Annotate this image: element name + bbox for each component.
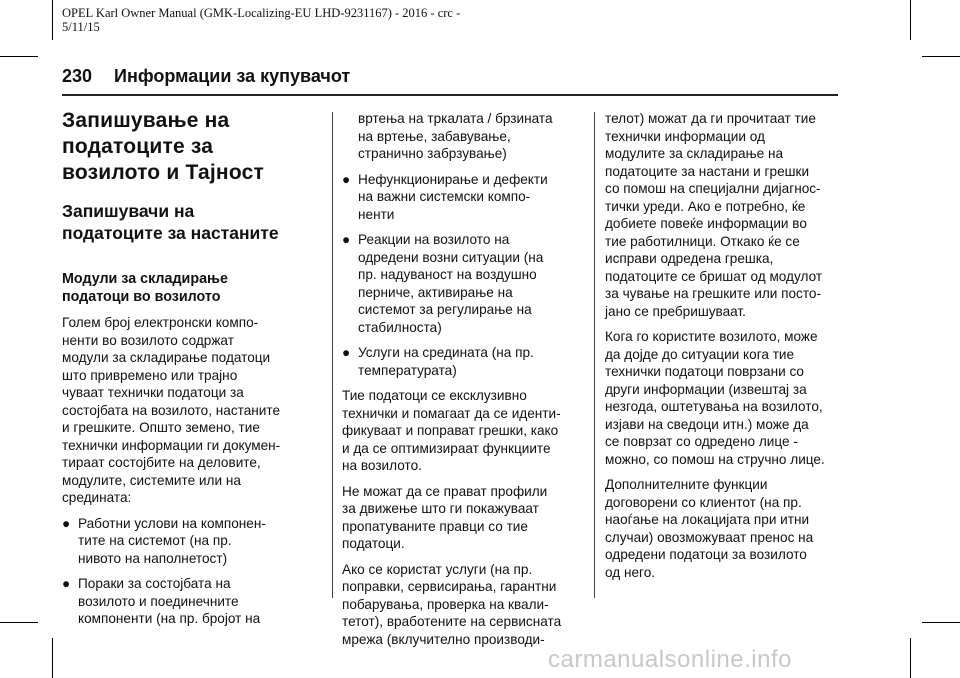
paragraph: Не можат да се прават профили за движење што ги покажуваат пропатуваните правци со тие податоци. xyxy=(342,483,548,551)
heading-line: Запишување на xyxy=(62,109,230,132)
column-3 xyxy=(605,110,845,589)
section-title: Информации за купувачот xyxy=(114,66,351,86)
column-1 xyxy=(62,108,324,636)
bullet-dot-icon: ● xyxy=(62,515,71,531)
heading-line: Модули за складирање xyxy=(62,271,228,287)
header-line: OPEL Karl Owner Manual (GMK-Localizing-EU LHD-9231167) - 2016 - crc - xyxy=(62,6,461,20)
bullet-item: ● Пораки за состојбата на возилото и поединечните компоненти (на пр. бројот на xyxy=(62,576,261,626)
heading-line: податоците за xyxy=(62,135,214,158)
header-line: 5/11/15 xyxy=(62,20,100,34)
chapter-heading xyxy=(62,108,324,186)
bullet-continuation: вртења на тркалата / брзината на вртење, забавување, странично забрзување) xyxy=(358,111,553,161)
bullet-item: ● Работни услови на компонен- тите на системот (на пр. нивото на наполнетост) xyxy=(62,515,266,566)
heading-line: податоци во возилото xyxy=(62,289,221,305)
column-divider xyxy=(332,112,333,598)
header-rule xyxy=(62,94,838,96)
running-head xyxy=(62,66,350,87)
bullet-item: ● Нефункционирање и дефекти на важни системски компо- ненти xyxy=(342,171,548,222)
heading-line: возилото и Тајност xyxy=(62,161,264,184)
crop-mark xyxy=(52,0,53,40)
heading-line: податоците за настаните xyxy=(62,223,279,243)
crop-mark xyxy=(910,0,911,40)
section-heading xyxy=(62,200,324,244)
paragraph: Ако се користат услуги (на пр. поправки, сервисирања, гарантни побарувања, проверка на квали- тетот), вработените на сервисната мрежа (вклучително производи- xyxy=(342,561,562,647)
page-number: 230 xyxy=(62,66,93,86)
heading-line: Запишувачи на xyxy=(62,201,195,221)
crop-mark xyxy=(0,622,38,623)
paragraph: телот) можат да ги прочитаат тие технички информации од модулите за складирање на податоците за настани и грешки со помош на специјални дијагнос- тички уреди. Ако е потребно, ќе добиете повеќе информации во тие работилници. Откако ќе се исправи одредена грешка, податоците се бришат од модулот за чување на грешките или посто- јано се пребришуваат. xyxy=(605,111,823,319)
bullet-item: ● Реакции на возилото на одредени возни ситуации (на пр. надуваност на воздушно перниче, активирање на системот за регулирање на стабилноста) xyxy=(342,232,544,335)
crop-mark xyxy=(910,638,911,678)
bullet-dot-icon: ● xyxy=(62,576,71,591)
bullet-dot-icon: ● xyxy=(342,232,351,247)
bullet-item: ● Услуги на средината (на пр. температурата) xyxy=(342,345,534,378)
column-2 xyxy=(342,110,582,656)
paragraph: Голем број електронски компо- ненти во возилото содржат модули за складирање податоци што привремено или трајно чуваат технички податоци за состојбата на возилото, настаните и грешките. Општо земено, тие технички информации ги докумен- тираат состојбите на деловите, модулите, системите или на средината: xyxy=(62,315,281,505)
crop-mark xyxy=(922,622,960,623)
paragraph: Тие податоци се ексклузивно технички и помагаат да се иденти- фикуваат и поправат грешки, како и да се оптимизираат функциите на возилото. xyxy=(342,388,561,473)
paragraph: Кога го користите возилото, може да дојде до ситуации кога тие технички податоци поврзани со други информации (извештај за незгода, оштетувања на возилото, изјави на сведоци итн.) може да се поврзат со одредено лице - можно, со помош на стручно лице. xyxy=(605,329,825,467)
crop-mark xyxy=(52,638,53,678)
subsection-heading xyxy=(62,270,324,306)
watermark: carmanualsonline.info xyxy=(548,646,792,673)
bullet-dot-icon: ● xyxy=(342,171,351,187)
document-header xyxy=(62,6,522,34)
column-divider xyxy=(594,112,595,598)
paragraph: Дополнителните функции договорени со клиентот (на пр. наоѓање на локацијата при итни случаи) овозможуваат пренос на одредени податоци за возилото од него. xyxy=(605,477,814,580)
crop-mark xyxy=(0,56,38,57)
bullet-dot-icon: ● xyxy=(342,345,351,360)
crop-mark xyxy=(922,56,960,57)
